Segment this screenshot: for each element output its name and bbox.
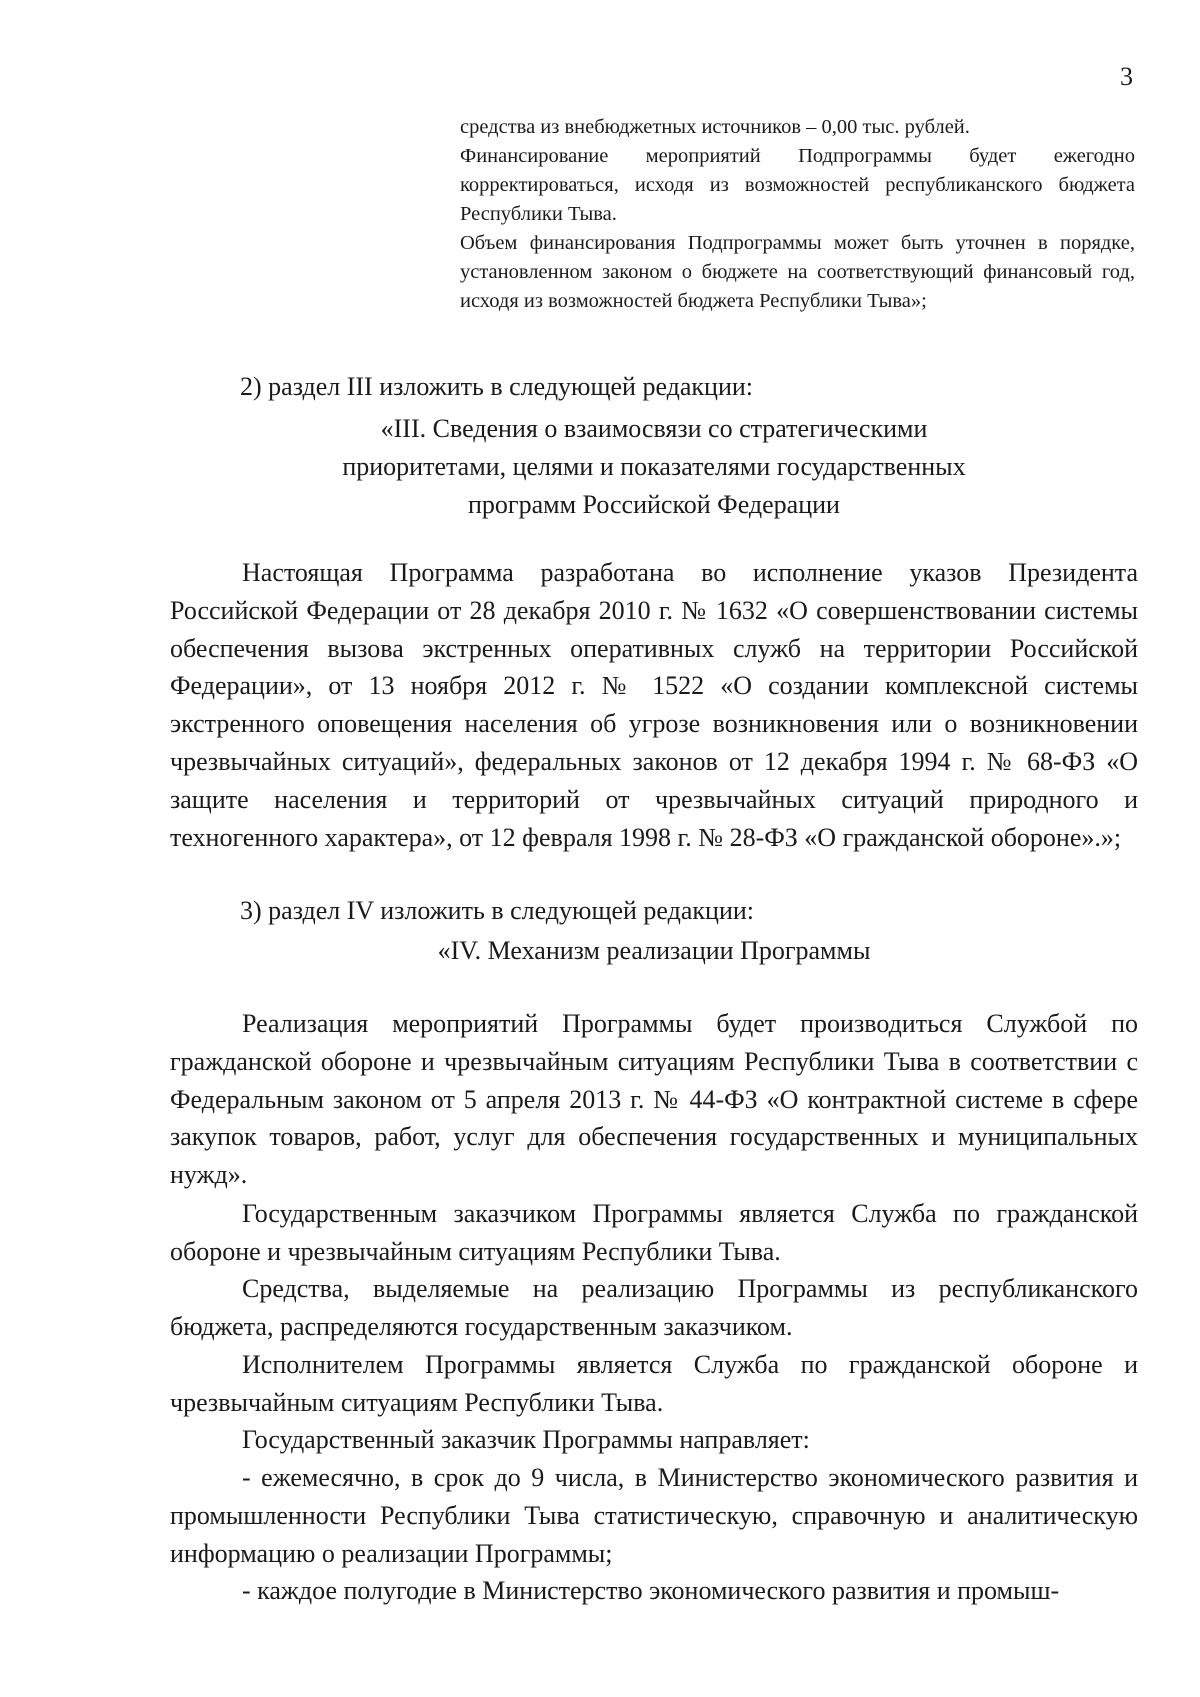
section-3-paragraph: Настоящая Программа разработана во исполнение указов Президента Российской Федерации от 28 декабря 2010 г. № 1632 «О совершенствовании системы обеспечения вызова экстренных оперативных служб на территории Российской Федерации», от 13 ноября 2012 г. № 1522 «О создании комплексной системы экстренного оповещения населения об угрозе возникновения или о возникновении чрезвычайных ситуаций», федеральных законов от 12 декабря 1994 г. № 68-ФЗ «О защите населения и территорий от чрезвычайных ситуаций природного и техногенного характера», от 12 февраля 1998 г. № 28-ФЗ «О гражданской обороне».»; <box>170 558 1138 852</box>
section-4-paragraph: Средства, выделяемые на реализацию Программы из республиканского бюджета, распределяются государственным заказчиком. <box>170 1274 1138 1341</box>
section-4-paragraph: Государственным заказчиком Программы является Служба по гражданской обороне и чрезвычайным ситуациям Республики Тыва. <box>170 1199 1138 1266</box>
section-3-title-line: «III. Сведения о взаимосвязи со стратегическими <box>380 414 928 443</box>
section-3-title-line: приоритетами, целями и показателями государственных <box>342 452 966 481</box>
passport-line: Объем финансирования Подпрограммы может быть уточнен в порядке, установленном законом о бюджете на соответствующий финансовый год, исходя из возможностей бюджета Республики Тыва»; <box>460 232 1135 312</box>
passport-line: средства из внебюджетных источников – 0,00 тыс. рублей. <box>460 116 970 138</box>
amendment-item-3: 3) раздел IV изложить в следующей редакции: <box>240 896 754 925</box>
section-4-paragraph: - каждое полугодие в Министерство экономического развития и промыш- <box>242 1576 1060 1605</box>
section-3-title-line: программ Российской Федерации <box>468 490 840 519</box>
section-4-title: «IV. Механизм реализации Программы <box>437 936 871 965</box>
amendment-item-2: 2) раздел III изложить в следующей редакции: <box>240 372 754 401</box>
section-4-paragraph: Реализация мероприятий Программы будет производиться Службой по гражданской обороне и чрезвычайным ситуациям Республики Тыва в соответствии с Федеральным законом от 5 апреля 2013 г. № 44-ФЗ «О контрактной системе в сфере закупок товаров, работ, услуг для обеспечения государственных и муниципальных нужд». <box>170 1009 1138 1190</box>
section-4-paragraph: - ежемесячно, в срок до 9 числа, в Министерство экономического развития и промышленности Республики Тыва статистическую, справочную и аналитическую информацию о реализации Программы; <box>170 1463 1138 1568</box>
passport-table-tail <box>460 113 1135 316</box>
section-3-title <box>170 410 1138 524</box>
section-4-paragraph: Исполнителем Программы является Служба по гражданской обороне и чрезвычайным ситуациям Республики Тыва. <box>170 1350 1138 1417</box>
page-number: 3 <box>1120 62 1133 91</box>
section-4-paragraph: Государственный заказчик Программы направляет: <box>242 1425 810 1454</box>
passport-line: Финансирование мероприятий Подпрограммы будет ежегодно корректироваться, исходя из возможностей республиканского бюджета Республики Тыва. <box>460 145 1135 225</box>
